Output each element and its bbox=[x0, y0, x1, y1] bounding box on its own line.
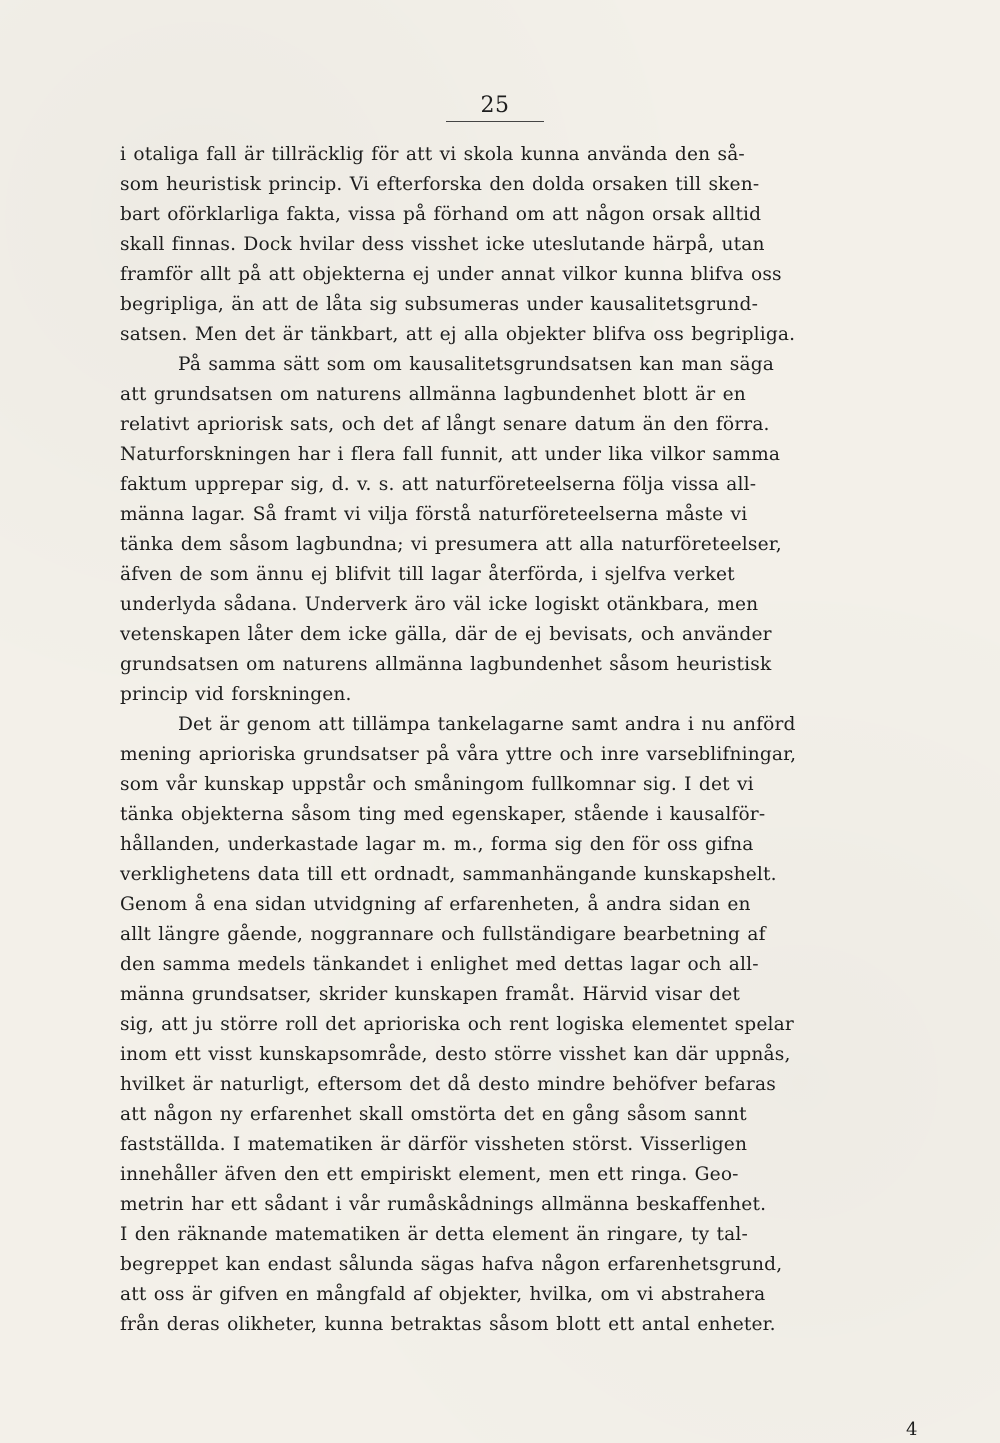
text-line: som heuristisk princip. Vi efterforska den dolda orsaken till sken- bbox=[120, 174, 760, 195]
page-number-rule bbox=[446, 121, 544, 122]
text-line: innehåller äfven den ett empiriskt element, men ett ringa. Geo- bbox=[120, 1164, 739, 1185]
text-line: vetenskapen låter dem icke gälla, där de ej bevisats, och använder bbox=[120, 624, 772, 645]
text-line: bart oförklarliga fakta, vissa på förhand om att någon orsak alltid bbox=[120, 204, 762, 225]
text-line: fastställda. I matematiken är därför vissheten störst. Visserligen bbox=[120, 1134, 748, 1155]
text-line: Naturforskningen har i flera fall funnit, att under lika vilkor samma bbox=[120, 444, 781, 465]
text-line: verklighetens data till ett ordnadt, sammanhängande kunskapshelt. bbox=[120, 864, 777, 885]
text-line: metrin har ett sådant i vår rumåskådnings allmänna beskaffenhet. bbox=[120, 1194, 767, 1215]
text-line: äfven de som ännu ej blifvit till lagar återförda, i sjelfva verket bbox=[120, 564, 735, 585]
text-line: männa grundsatser, skrider kunskapen framåt. Härvid visar det bbox=[120, 984, 740, 1005]
text-line: underlyda sådana. Underverk äro väl icke logiskt otänkbara, men bbox=[120, 594, 759, 615]
text-line: relativt apriorisk sats, och det af långt senare datum än den förra. bbox=[120, 414, 770, 435]
text-line: allt längre gående, noggrannare och fullständigare bearbetning af bbox=[120, 924, 766, 945]
text-line: sig, att ju större roll det aprioriska och rent logiska elementet spelar bbox=[120, 1014, 794, 1035]
text-line: i otaliga fall är tillräcklig för att vi skola kunna använda den så- bbox=[120, 144, 745, 165]
text-line: att oss är gifven en mångfald af objekter, hvilka, om vi abstrahera bbox=[120, 1284, 766, 1305]
text-line: framför allt på att objekterna ej under annat vilkor kunna blifva oss bbox=[120, 264, 782, 285]
text-line: tänka objekterna såsom ting med egenskaper, stående i kausalför- bbox=[120, 804, 766, 825]
text-line: att grundsatsen om naturens allmänna lagbundenhet blott är en bbox=[120, 384, 746, 405]
text-line: princip vid forskningen. bbox=[120, 684, 352, 705]
text-line: inom ett visst kunskapsområde, desto större visshet kan där uppnås, bbox=[120, 1044, 791, 1065]
text-line: Genom å ena sidan utvidgning af erfarenheten, å andra sidan en bbox=[120, 894, 751, 915]
text-line: På samma sätt som om kausalitetsgrundsatsen kan man säga bbox=[178, 354, 775, 375]
page-number: 25 bbox=[480, 93, 510, 118]
text-line: Det är genom att tillämpa tankelagarne samt andra i nu anförd bbox=[178, 714, 796, 735]
text-line: från deras olikheter, kunna betraktas såsom blott ett antal enheter. bbox=[120, 1314, 776, 1335]
text-line: skall finnas. Dock hvilar dess visshet icke uteslutande härpå, utan bbox=[120, 234, 765, 255]
text-line: tänka dem såsom lagbundna; vi presumera att alla naturföreteelser, bbox=[120, 534, 782, 555]
text-line: männa lagar. Så framt vi vilja förstå naturföreteelserna måste vi bbox=[120, 504, 748, 525]
text-line: grundsatsen om naturens allmänna lagbundenhet såsom heuristisk bbox=[120, 654, 772, 675]
text-line: hvilket är naturligt, eftersom det då desto mindre behöfver befaras bbox=[120, 1074, 776, 1095]
signature-mark: 4 bbox=[906, 1419, 918, 1440]
text-line: faktum upprepar sig, d. v. s. att naturföreteelserna följa vissa all- bbox=[120, 474, 757, 495]
text-line: satsen. Men det är tänkbart, att ej alla objekter blifva oss begripliga. bbox=[120, 324, 796, 345]
text-line: mening aprioriska grundsatser på våra yttre och inre varseblifningar, bbox=[120, 744, 797, 765]
text-line: begripliga, än att de låta sig subsumeras under kausalitetsgrund- bbox=[120, 294, 759, 315]
text-line: hållanden, underkastade lagar m. m., forma sig den för oss gifna bbox=[120, 834, 754, 855]
text-line: begreppet kan endast sålunda sägas hafva någon erfarenhetsgrund, bbox=[120, 1254, 783, 1275]
text-line: att någon ny erfarenhet skall omstörta det en gång såsom sannt bbox=[120, 1104, 747, 1125]
text-line: I den räknande matematiken är detta element än ringare, ty tal- bbox=[120, 1224, 748, 1245]
text-line: som vår kunskap uppstår och småningom fullkomnar sig. I det vi bbox=[120, 774, 754, 795]
text-line: den samma medels tänkandet i enlighet med dettas lagar och all- bbox=[120, 954, 759, 975]
